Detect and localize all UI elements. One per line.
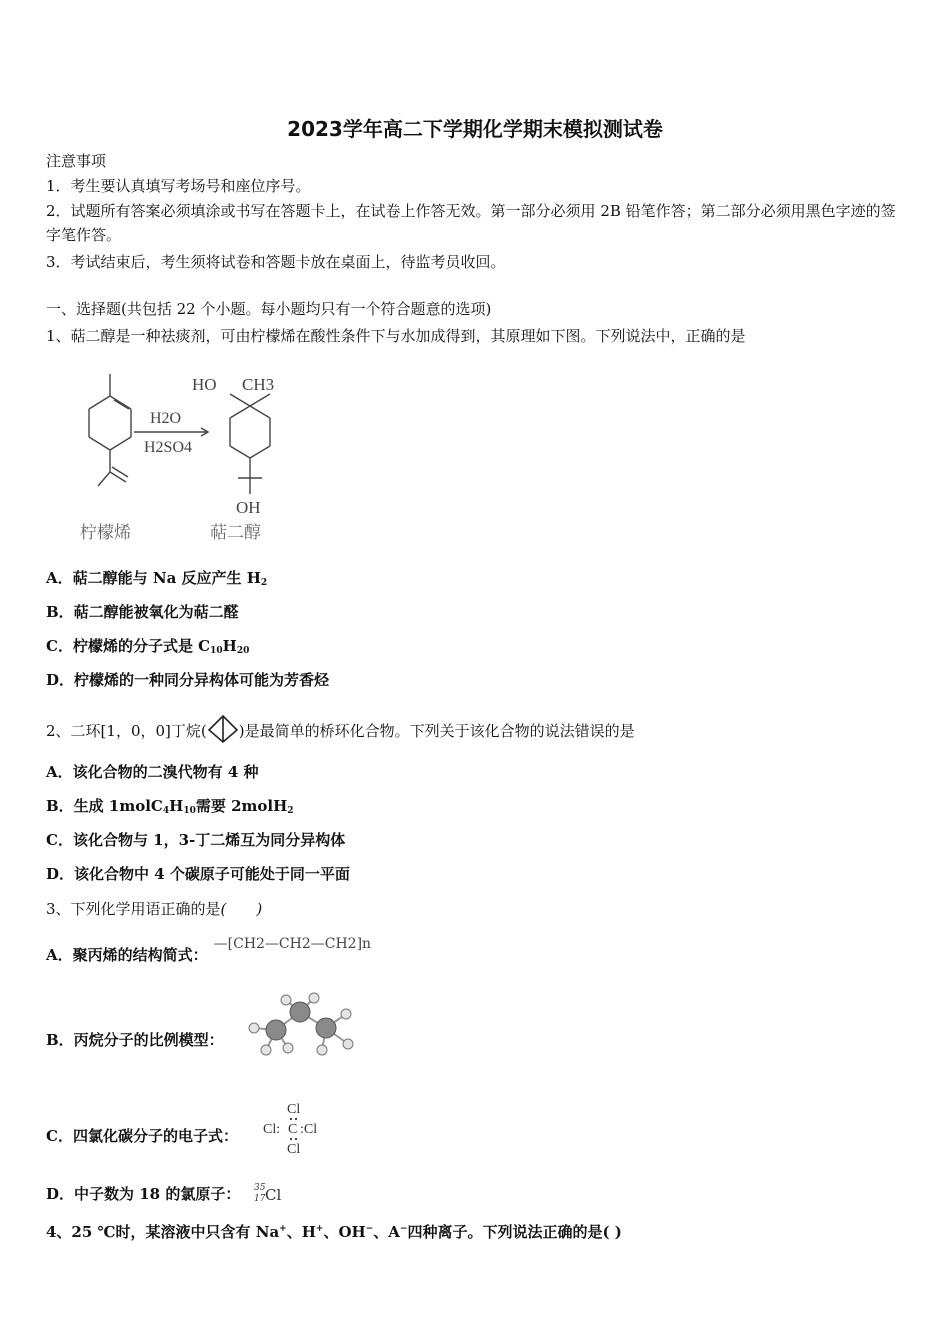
- notice-heading: 注意事项: [46, 152, 107, 170]
- q1-label-terpin: 萜二醇: [210, 523, 261, 542]
- ccl4-center-c: C: [288, 1122, 298, 1137]
- notice-item-2: 2．试题所有答案必须填涂或书写在答题卡上，在试卷上作答无效。第一部分必须用 2B 铅笔作答；第二部分必须用黑色字迹的签字笔作答。: [46, 202, 896, 244]
- bicyclobutane-structure: [207, 714, 239, 744]
- q1-option-b[interactable]: B．萜二醇能被氧化为萜二醛: [46, 603, 239, 621]
- q3-option-a[interactable]: A．聚丙烯的结构简式：—[CH2—CH2—CH2]n: [46, 936, 372, 964]
- ccl4-electron-formula: [258, 1098, 333, 1158]
- q1-option-c[interactable]: C．柠檬烯的分子式是 $C_{10}H_{20}$: [46, 637, 250, 656]
- section-heading: 一、选择题(共包括 22 个小题。每小题均只有一个符合题意的选项): [46, 300, 492, 318]
- propane-ball-model: [238, 990, 363, 1060]
- chlorine-isotope-notation: 35 17 Cl: [254, 1183, 282, 1204]
- q4-stem: 4、25 ℃时，某溶液中只含有 Na+、H+、OH−、A−四种离子。下列说法正确的是( ): [46, 1223, 622, 1241]
- q2-option-b[interactable]: B．生成 $1molC_4H_{10}$需要 2molH$_2$: [46, 797, 294, 816]
- ccl4-right-cl: :Cl: [300, 1122, 318, 1137]
- q2-stem: 2、二环[1，0，0]丁烷( )是最简单的桥环化合物。下列关于该化合物的说法错误的是: [46, 714, 635, 744]
- notice-item-3: 3．考试结束后，考生须将试卷和答题卡放在桌面上，待监考员收回。: [46, 253, 506, 271]
- q1-stem: 1、萜二醇是一种祛痰剂，可由柠檬烯在酸性条件下与水加成得到，其原理如下图。下列说法中，正确的是: [46, 327, 746, 345]
- q3-option-d[interactable]: D．中子数为 18 的氯原子：: [46, 1185, 241, 1203]
- polypropylene-formula: —[CH2—CH2—CH2]n: [213, 936, 372, 952]
- q3-stem: 3、下列化学用语正确的是( ): [46, 900, 263, 918]
- page-title: 2023学年高二下学期化学期末模拟测试卷: [287, 117, 663, 141]
- q1-product-oh: OH: [236, 498, 261, 517]
- q1-product-ho: HO: [192, 375, 217, 394]
- ccl4-top-cl: Cl: [287, 1102, 301, 1117]
- q1-reagent-acid: H2SO4: [144, 439, 193, 456]
- q2-option-d[interactable]: D．该化合物中 4 个碳原子可能处于同一平面: [46, 865, 350, 883]
- q2-option-a[interactable]: A．该化合物的二溴代物有 4 种: [46, 763, 259, 781]
- notice-item-1: 1．考生要认真填写考场号和座位序号。: [46, 177, 311, 195]
- q3-option-c[interactable]: C．四氯化碳分子的电子式：: [46, 1127, 238, 1145]
- q2-option-c[interactable]: C．该化合物与 1，3-丁二烯互为同分异构体: [46, 831, 346, 849]
- q1-product-ch3: CH3: [242, 375, 275, 394]
- q1-label-limonene: 柠檬烯: [80, 523, 131, 542]
- q1-option-d[interactable]: D．柠檬烯的一种同分异构体可能为芳香烃: [46, 671, 330, 689]
- ccl4-bottom-cl: Cl: [287, 1142, 301, 1157]
- ccl4-left-cl: Cl:: [263, 1122, 281, 1137]
- q1-reaction-figure: [70, 368, 300, 548]
- q1-option-a[interactable]: A．萜二醇能与 Na 反应产生 $H_2$: [46, 569, 268, 588]
- q1-reagent-water: H2O: [150, 410, 182, 427]
- q3-option-b[interactable]: B．丙烷分子的比例模型：: [46, 1031, 224, 1049]
